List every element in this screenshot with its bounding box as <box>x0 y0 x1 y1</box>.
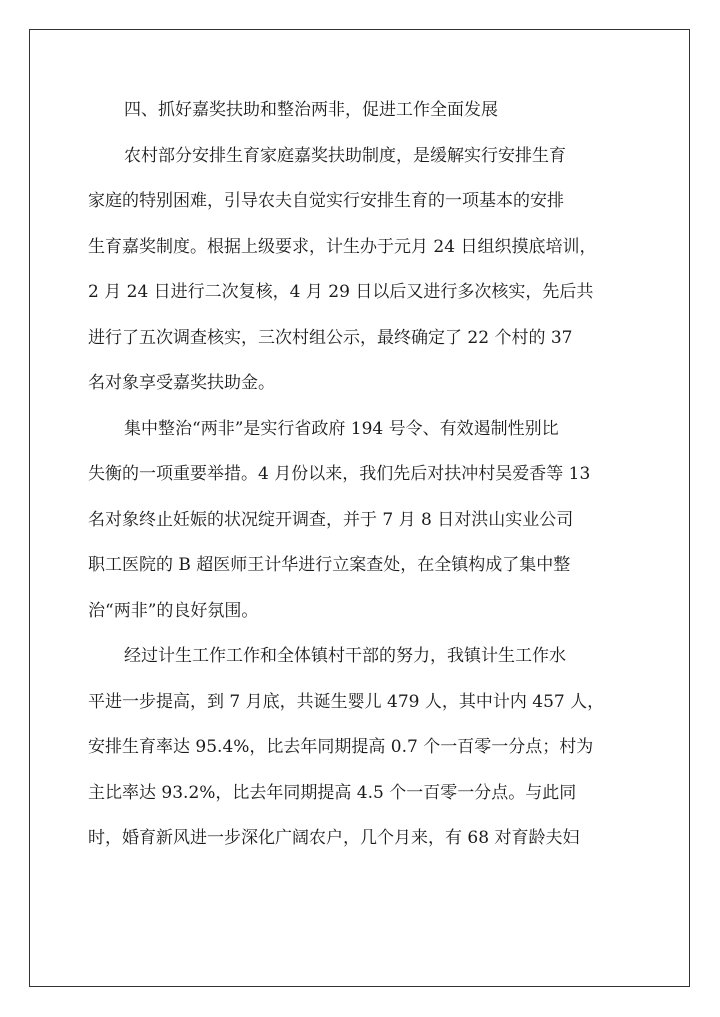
paragraph-line: 经过计生工作工作和全体镇村干部的努力，我镇计生工作水 <box>124 646 566 666</box>
paragraph-line: 农村部分安排生育家庭嘉奖扶助制度，是缓解实行安排生育 <box>124 145 566 166</box>
paragraph-line: 治“两非”的良好氛围。 <box>88 600 259 621</box>
paragraph-line: 安排生育率达 95.4%，比去年同期提高 0.7 个一百零一分点；村为 <box>88 737 594 757</box>
paragraph-work-results <box>88 634 634 862</box>
paragraph-line: 进行了五次调查核实，三次村组公示，最终确定了 22 个村的 37 <box>88 327 573 348</box>
document-body <box>88 88 634 862</box>
paragraph-line: 职工医院的 B 超医师王计华进行立案查处，在全镇构成了集中整 <box>88 555 571 575</box>
section-heading: 四、抓好嘉奖扶助和整治两非，促进工作全面发展 <box>124 100 498 120</box>
paragraph-line: 2 月 24 日进行二次复核，4 月 29 日以后又进行多次核实，先后共 <box>88 282 594 302</box>
paragraph-line: 家庭的特别困难，引导农夫自觉实行安排生育的一项基本的安排 <box>88 191 564 211</box>
paragraph-line: 主比率达 93.2%，比去年同期提高 4.5 个一百零一分点。与此同 <box>88 782 577 803</box>
paragraph-line: 时，婚育新风进一步深化广阔农户，几个月来，有 68 对育龄夫妇 <box>88 828 580 848</box>
paragraph-line: 生育嘉奖制度。根据上级要求，计生办于元月 24 日组织摸底培训， <box>88 236 597 257</box>
paragraph-line: 集中整治“两非”是实行省政府 194 号令、有效遏制性别比 <box>124 418 559 439</box>
paragraph-two-non-rectification <box>88 407 634 635</box>
paragraph-line: 失衡的一项重要举措。4 月份以来，我们先后对扶冲村吴爱香等 13 <box>88 464 591 484</box>
paragraph-line: 名对象终止妊娠的状况绽开调查，并于 7 月 8 日对洪山实业公司 <box>88 509 574 530</box>
paragraph-line: 平进一步提高，到 7 月底，共诞生婴儿 479 人，其中计内 457 人， <box>88 691 605 712</box>
paragraph-line: 名对象享受嘉奖扶助金。 <box>88 373 275 393</box>
paragraph-reward-assistance <box>88 134 634 407</box>
